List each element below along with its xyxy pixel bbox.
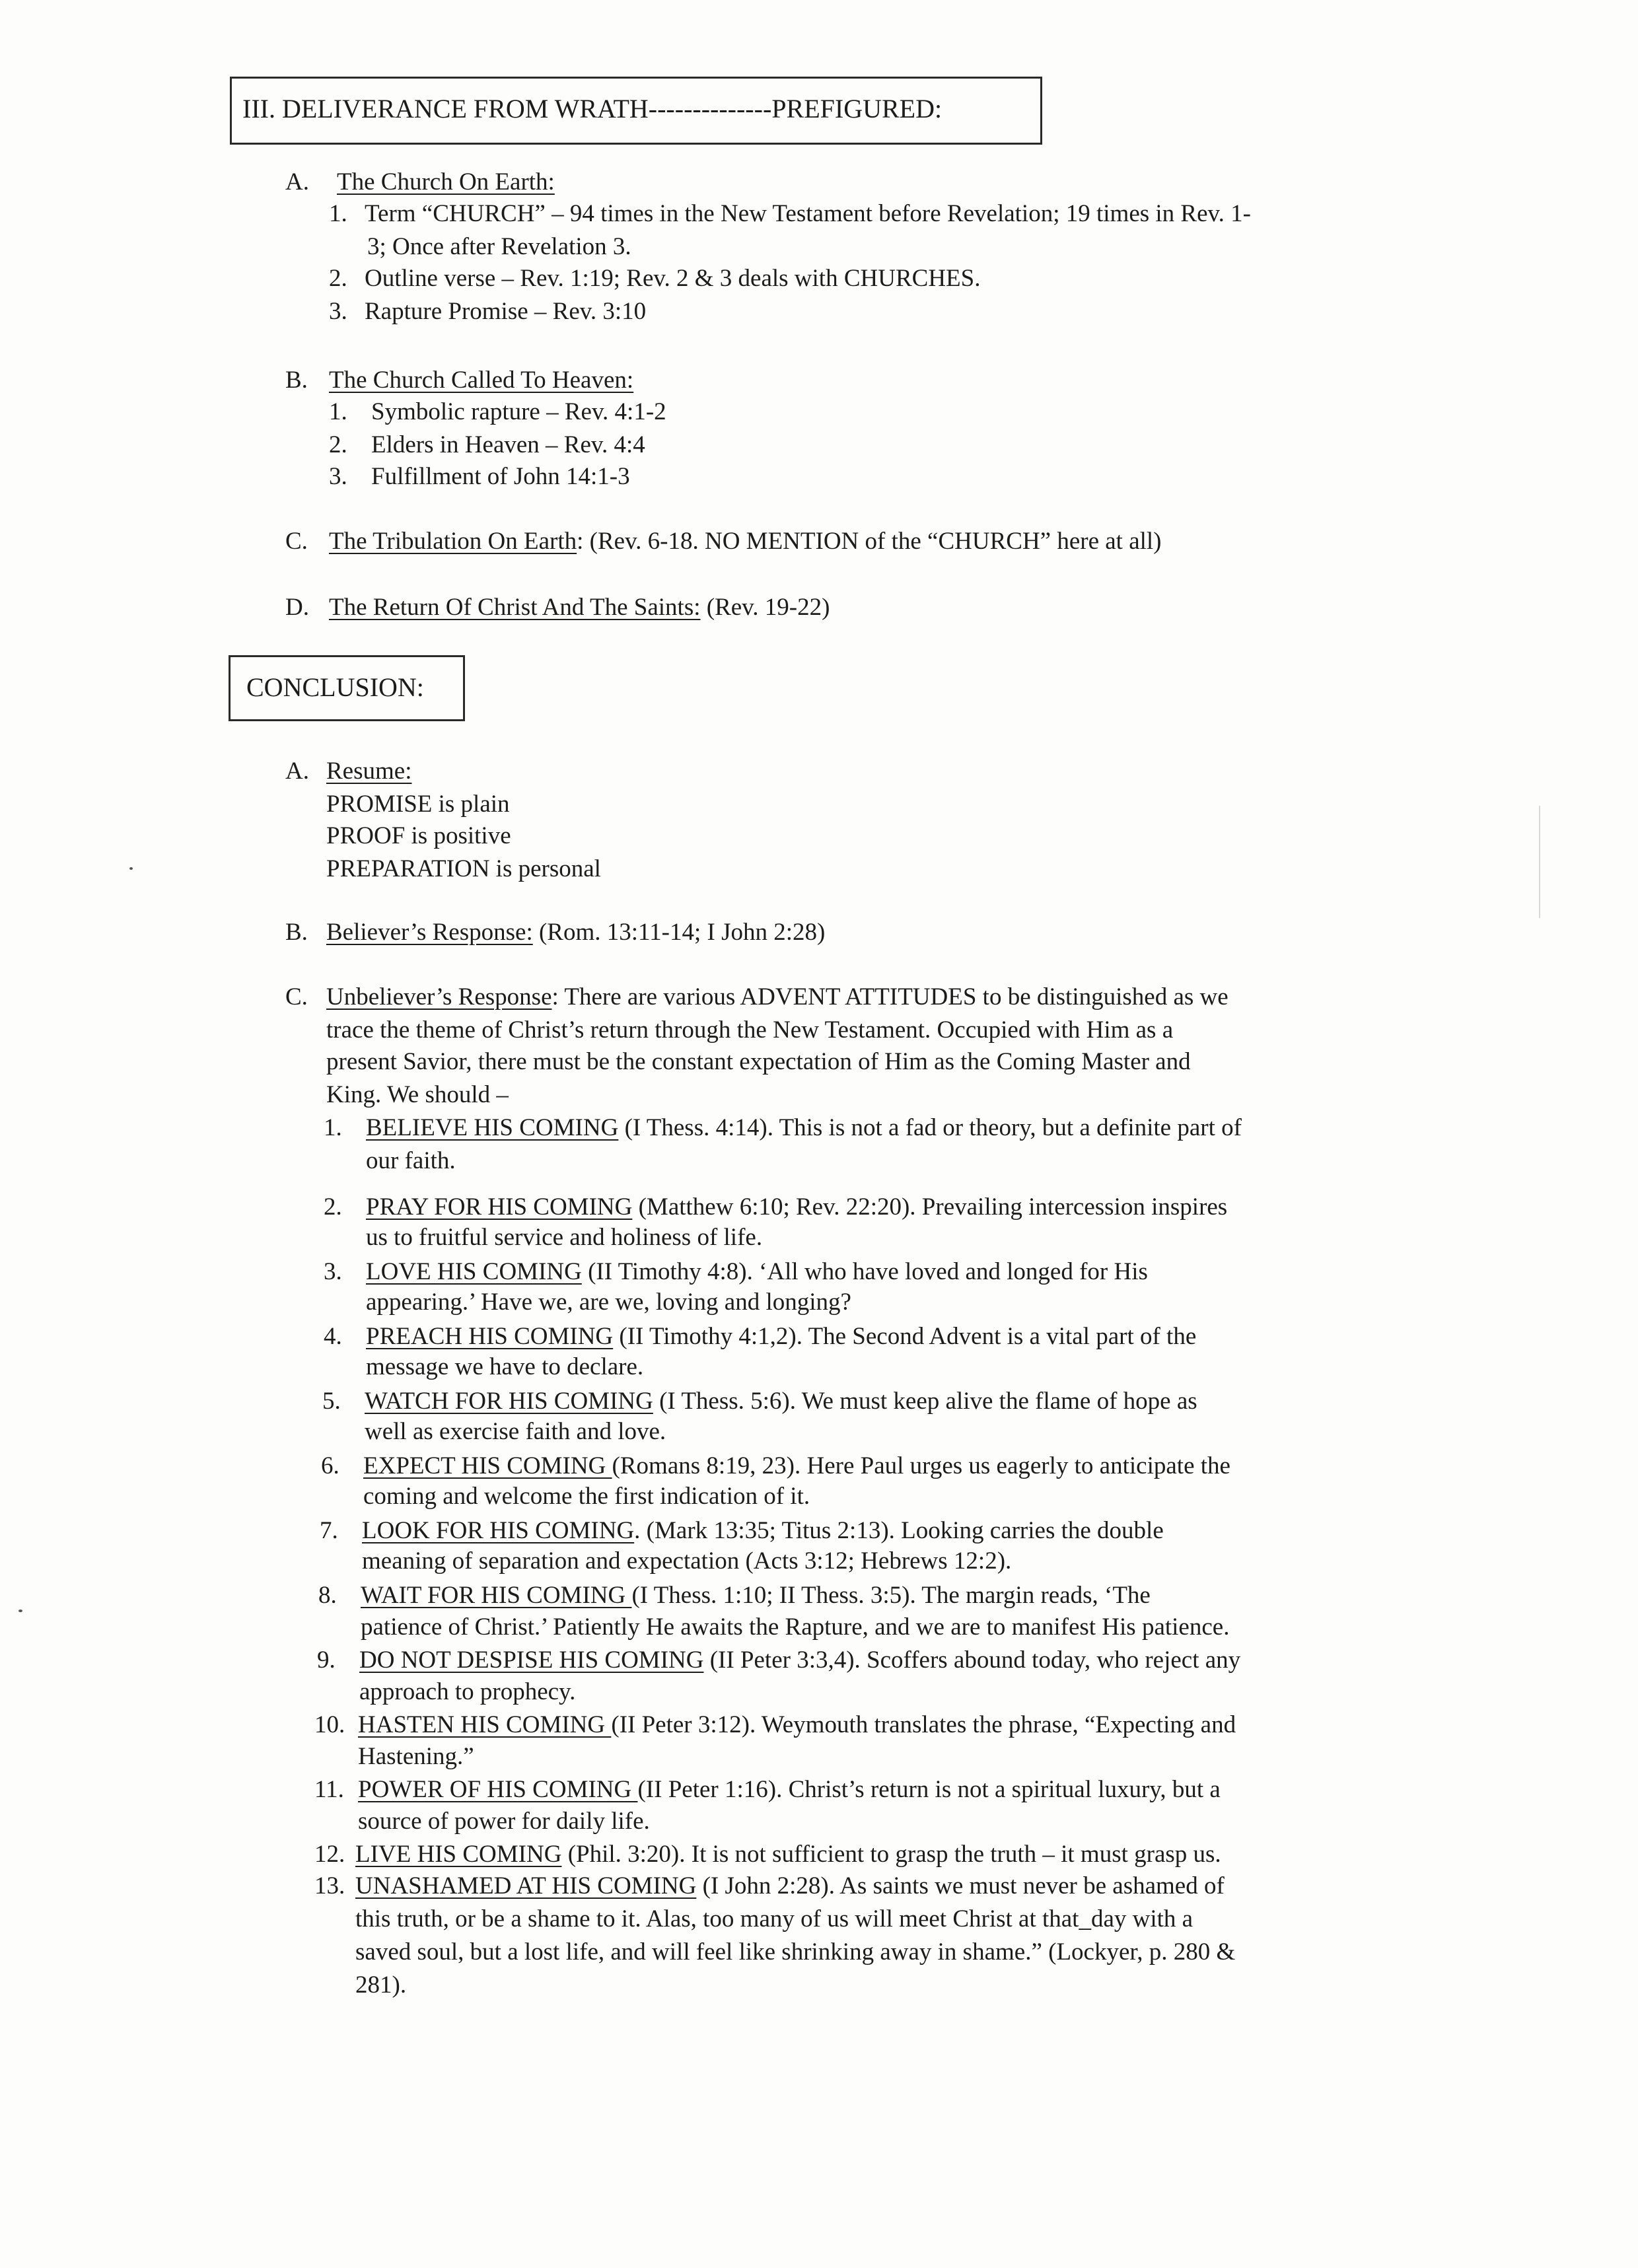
- resume-line: PROMISE is plain: [326, 791, 510, 818]
- list-item: 3. Fulfillment of John 14:1-3: [329, 463, 630, 490]
- attitude-item: 7. LOOK FOR HIS COMING. (Mark 13:35; Titus 2:13). Looking carries the double: [320, 1517, 1164, 1544]
- attitude-continuation: us to fruitful service and holiness of life.: [366, 1224, 763, 1251]
- list-item: 2. Elders in Heaven – Rev. 4:4: [329, 431, 645, 458]
- attitude-continuation: our faith.: [366, 1147, 456, 1174]
- list-item: 3. Rapture Promise – Rev. 3:10: [329, 298, 647, 325]
- attitude-item: 13. UNASHAMED AT HIS COMING (I John 2:28). As saints we must never be ashamed of: [314, 1872, 1225, 1899]
- subsection-label: C.: [285, 983, 308, 1010]
- attitude-item: 3. LOVE HIS COMING (II Timothy 4:8). ‘All who have loved and longed for His: [324, 1258, 1148, 1285]
- attitude-continuation: patience of Christ.’ Patiently He awaits the Rapture, and we are to manifest His patience.: [361, 1613, 1230, 1641]
- attitude-item: 1. BELIEVE HIS COMING (I Thess. 4:14). This is not a fad or theory, but a definite part of: [324, 1114, 1242, 1141]
- section-title: III. DELIVERANCE FROM WRATH--------------PREFIGURED:: [242, 94, 943, 124]
- subsection-label: A.: [285, 758, 309, 785]
- subsection-c: C. The Tribulation On Earth: (Rev. 6-18. NO MENTION of the “CHURCH” here at all): [285, 526, 1162, 557]
- attitude-continuation: coming and welcome the first indication of it.: [363, 1483, 810, 1510]
- conclusion-title: CONCLUSION:: [246, 672, 424, 702]
- subsection-label: A.: [285, 168, 309, 195]
- subsection-a: [285, 166, 555, 198]
- subsection-d: D. The Return Of Christ And The Saints: (Rev. 19-22): [285, 592, 830, 623]
- attitude-continuation: saved soul, but a lost life, and will feel like shrinking away in shame.” (Lockyer, p. 280 &: [355, 1938, 1236, 1966]
- attitude-item: 11. POWER OF HIS COMING (II Peter 1:16). Christ’s return is not a spiritual luxury, but a: [314, 1776, 1221, 1803]
- subsection-heading: The Church Called To Heaven:: [329, 367, 634, 394]
- subsection-heading: Resume:: [326, 758, 412, 785]
- subsection-heading: The Return Of Christ And The Saints:: [329, 594, 701, 621]
- section-title-box: [230, 77, 1042, 145]
- attitude-item: 4. PREACH HIS COMING (II Timothy 4:1,2). The Second Advent is a vital part of the: [324, 1323, 1197, 1350]
- attitude-continuation: appearing.’ Have we, are we, loving and longing?: [366, 1289, 851, 1316]
- resume-line: PROOF is positive: [326, 822, 511, 849]
- paragraph-line: King. We should –: [326, 1081, 509, 1108]
- attitude-continuation: source of power for daily life.: [358, 1808, 650, 1835]
- attitude-continuation: Hastening.”: [358, 1743, 474, 1770]
- attitude-continuation: approach to prophecy.: [359, 1678, 576, 1705]
- list-item: 1. Term “CHURCH” – 94 times in the New Testament before Revelation; 19 times in Rev. 1-: [329, 200, 1251, 227]
- subsection-label: B.: [285, 919, 308, 946]
- subsection-label: C.: [285, 528, 308, 555]
- resume-line: PREPARATION is personal: [326, 855, 601, 882]
- subsection-label: B.: [285, 367, 308, 394]
- attitude-item: 12. LIVE HIS COMING (Phil. 3:20). It is not sufficient to grasp the truth – it must grasp us.: [314, 1841, 1221, 1868]
- attitude-item: 2. PRAY FOR HIS COMING (Matthew 6:10; Rev. 22:20). Prevailing intercession inspires: [324, 1193, 1228, 1221]
- attitude-item: 8. WAIT FOR HIS COMING (I Thess. 1:10; II Thess. 3:5). The margin reads, ‘The: [318, 1582, 1151, 1609]
- paragraph-line: present Savior, there must be the constant expectation of Him as the Coming Master and: [326, 1048, 1191, 1075]
- subsection-b: [285, 365, 633, 396]
- conclusion-a: [285, 756, 411, 787]
- attitude-continuation: 281).: [355, 1971, 407, 1999]
- attitude-item: 9. DO NOT DESPISE HIS COMING (II Peter 3:3,4). Scoffers abound today, who reject any: [317, 1647, 1241, 1674]
- subsection-heading: The Church On Earth:: [337, 168, 555, 195]
- subsection-heading: The Tribulation On Earth: [329, 528, 577, 555]
- scan-speck: [18, 1610, 22, 1612]
- scan-speck: [129, 867, 133, 870]
- list-item: 2. Outline verse – Rev. 1:19; Rev. 2 & 3 deals with CHURCHES.: [329, 265, 981, 292]
- subsection-label: D.: [285, 594, 309, 621]
- conclusion-c: C. Unbeliever’s Response: There are various ADVENT ATTITUDES to be distinguished as we: [285, 981, 1228, 1013]
- attitude-item: 5. WATCH FOR HIS COMING (I Thess. 5:6). We must keep alive the flame of hope as: [322, 1388, 1197, 1415]
- list-item-continuation: 3; Once after Revelation 3.: [367, 233, 631, 260]
- scan-edge-mark: [1539, 806, 1540, 918]
- conclusion-b: B. Believer’s Response: (Rom. 13:11-14; I John 2:28): [285, 917, 825, 948]
- paragraph-line: trace the theme of Christ’s return through the New Testament. Occupied with Him as a: [326, 1016, 1174, 1044]
- list-item: 1. Symbolic rapture – Rev. 4:1-2: [329, 398, 666, 425]
- attitude-item: 10. HASTEN HIS COMING (II Peter 3:12). Weymouth translates the phrase, “Expecting and: [314, 1711, 1236, 1738]
- attitude-continuation: well as exercise faith and love.: [365, 1418, 666, 1445]
- attitude-continuation: this truth, or be a shame to it. Alas, too many of us will meet Christ at that_day with a: [355, 1905, 1193, 1932]
- attitude-continuation: meaning of separation and expectation (Acts 3:12; Hebrews 12:2).: [362, 1547, 1012, 1575]
- subsection-heading: Believer’s Response:: [326, 919, 533, 946]
- subsection-heading: Unbeliever’s Response: [326, 983, 552, 1010]
- attitude-continuation: message we have to declare.: [366, 1353, 644, 1380]
- attitude-item: 6. EXPECT HIS COMING (Romans 8:19, 23). Here Paul urges us eagerly to anticipate the: [321, 1452, 1230, 1479]
- conclusion-title-box: [229, 655, 465, 721]
